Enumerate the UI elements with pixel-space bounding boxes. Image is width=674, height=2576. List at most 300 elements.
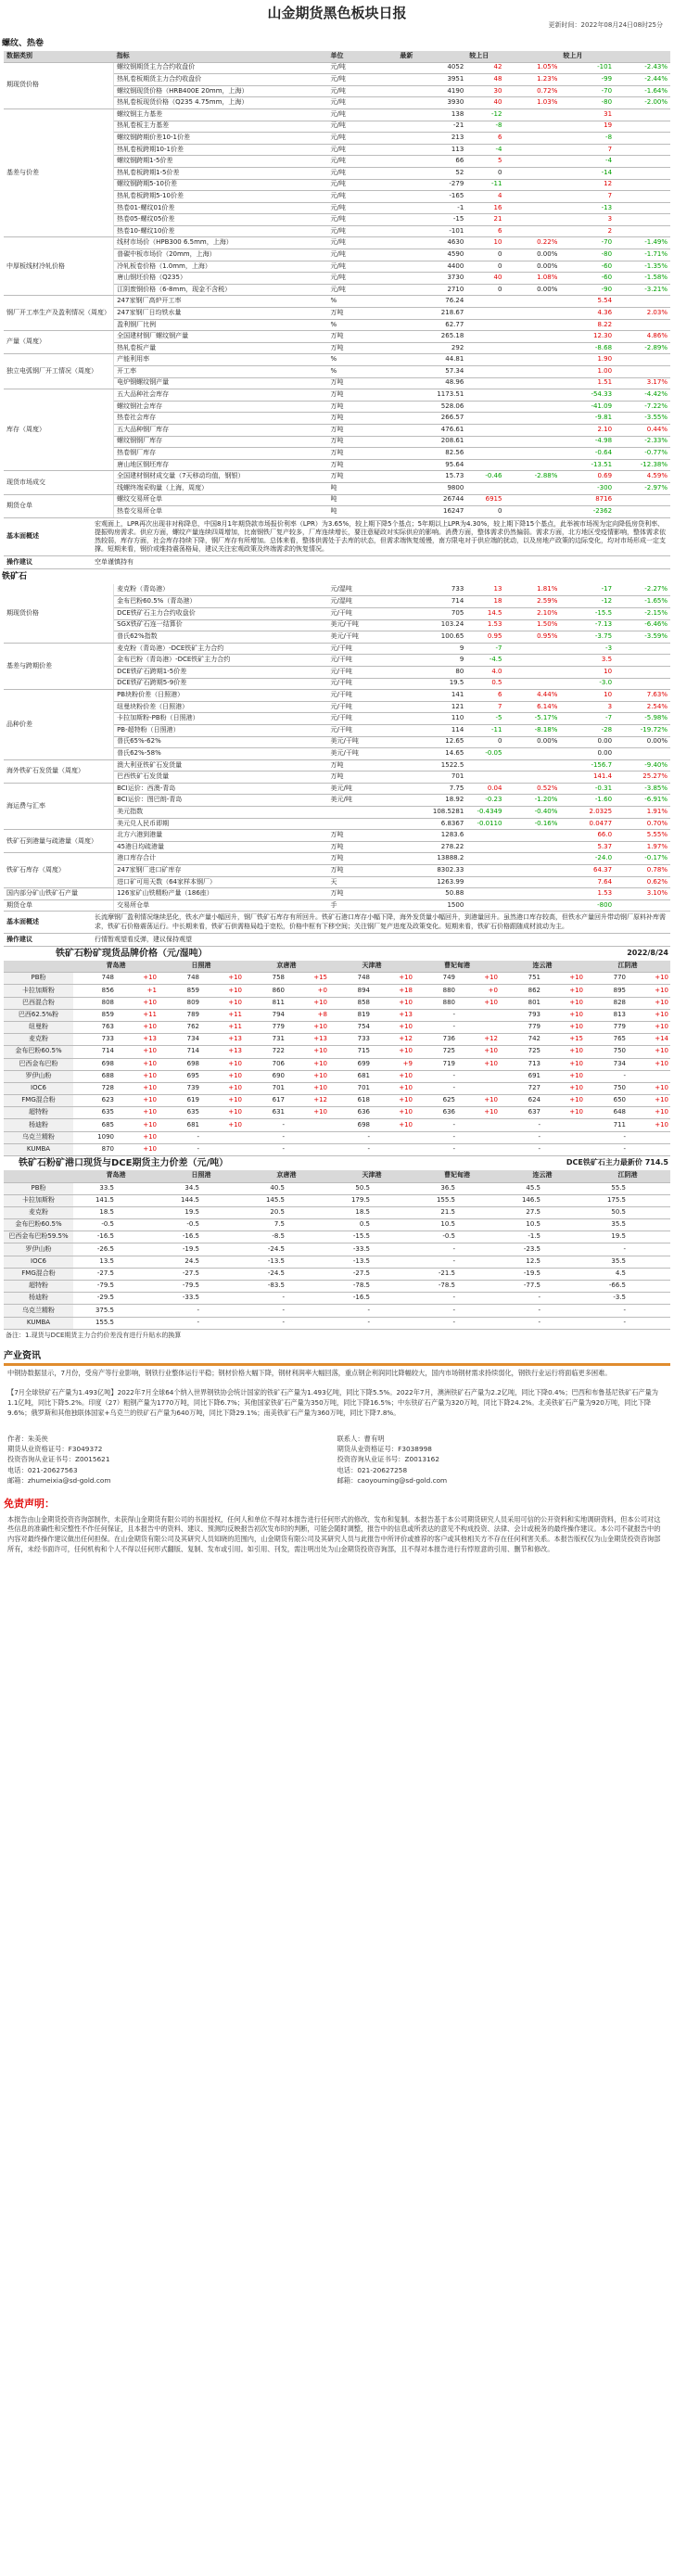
price-change (286, 1182, 329, 1194)
price-change: +10 (372, 1119, 414, 1131)
unit: 元/干吨 (328, 701, 398, 713)
unit: 美元/干吨 (328, 736, 398, 748)
price-value: 751 (500, 973, 542, 985)
category-label: 基差与价差 (4, 108, 114, 237)
day-change: -11 (466, 724, 504, 736)
price-change (372, 1243, 414, 1256)
price-change: +0 (457, 985, 500, 997)
category-label: 中厚板线材冷轧价格 (4, 237, 114, 296)
table-row (4, 973, 670, 985)
latest-value: 16247 (397, 506, 466, 518)
day-change-pct (504, 678, 560, 690)
day-change (466, 759, 504, 772)
price-value: 141.5 (73, 1194, 116, 1206)
price-change (201, 1305, 244, 1317)
month-change: 10 (560, 690, 615, 702)
price-change (372, 1194, 414, 1206)
day-change-pct (504, 377, 560, 389)
price-change: +10 (542, 1070, 585, 1082)
month-change: 31 (560, 108, 615, 121)
price-change (542, 1293, 585, 1305)
table-row (4, 899, 670, 912)
industry-p1: 中钢协数据显示，7月份，受房产等行业影响，钢铁行业整体运行平稳；钢材价格大幅下降，钢材利润率大幅回落，重点钢企利润同比降幅较大，国内市场钢材需求持续弱化，钢铁行业运行将面临更多困难。 (7, 1368, 612, 1377)
price-value: 45.5 (500, 1182, 542, 1194)
unit: 万吨 (328, 888, 398, 900)
price-change (201, 1206, 244, 1218)
latest-value: 3951 (397, 74, 466, 86)
author-left (7, 1434, 337, 1486)
page-title: 山金期货黑色板块日报 (267, 5, 407, 21)
latest-value: 1522.5 (397, 759, 466, 772)
price-value: 706 (244, 1058, 286, 1070)
price-change: +10 (628, 985, 670, 997)
author-line: 联系人：曹有明 (337, 1434, 385, 1443)
price-value: - (159, 1317, 201, 1329)
table-row (4, 1219, 670, 1231)
price-value: - (414, 1009, 457, 1021)
day-change (466, 448, 504, 460)
day-change-pct: -1.20% (504, 795, 560, 807)
latest-value: 1173.51 (397, 389, 466, 402)
month-change-pct (615, 179, 670, 191)
day-change: -0.23 (466, 795, 504, 807)
table-row (4, 888, 670, 900)
price-change: +10 (628, 1021, 670, 1033)
unit: 元/吨 (328, 237, 398, 249)
day-change: 6 (466, 690, 504, 702)
price-change: +10 (628, 1119, 670, 1131)
latest-value: 57.34 (397, 366, 466, 378)
latest-value: 1500 (397, 899, 466, 912)
price-change: +10 (542, 1009, 585, 1021)
latest-value: -15 (397, 214, 466, 226)
month-change: -4 (560, 156, 615, 168)
latest-value: 4630 (397, 237, 466, 249)
price-value: -19.5 (159, 1243, 201, 1256)
latest-value: 138 (397, 108, 466, 121)
price-change (457, 1293, 500, 1305)
price-value: 862 (500, 985, 542, 997)
latest-value: 121 (397, 701, 466, 713)
brand-name: 乌克兰精粉 (4, 1305, 73, 1317)
month-change: 66.0 (560, 830, 615, 842)
price-value: 4.5 (585, 1268, 628, 1280)
brand-name: 麦克粉 (4, 1206, 73, 1218)
brand-name: PB粉 (4, 973, 73, 985)
price-value: 809 (159, 997, 201, 1009)
price-value: 24.5 (159, 1256, 201, 1268)
month-change: -80 (560, 249, 615, 261)
latest-value: 95.64 (397, 459, 466, 471)
unit: 美元/吨 (328, 795, 398, 807)
brand-name: 麦克粉 (4, 1034, 73, 1046)
table-row (4, 62, 670, 74)
day-change: 0 (466, 284, 504, 296)
month-change: 3.5 (560, 655, 615, 667)
price-change: +13 (286, 1034, 329, 1046)
day-change (466, 424, 504, 436)
ore-basis-title (0, 1156, 674, 1170)
unit: 元/干吨 (328, 607, 398, 619)
day-change: -7 (466, 643, 504, 655)
indicator-name: 螺纹钢跨期1-5价差 (114, 156, 328, 168)
price-change (286, 1119, 329, 1131)
day-change (466, 342, 504, 354)
month-change-pct: 0.44% (615, 424, 670, 436)
day-change: 40 (466, 97, 504, 109)
unit: 元/吨 (328, 179, 398, 191)
month-change-pct: 25.27% (615, 772, 670, 784)
month-change: -60 (560, 273, 615, 285)
latest-value: 714 (397, 596, 466, 608)
indicator-name: 金布巴粉（青岛港）-DCE铁矿主力合约 (114, 655, 328, 667)
price-change (457, 1182, 500, 1194)
indicator-name: 卡拉加斯粉-PB粉（日照港） (114, 713, 328, 725)
unit: 元/吨 (328, 133, 398, 145)
day-change: 0.04 (466, 783, 504, 795)
category-label: 期货仓单 (4, 494, 114, 517)
price-value: 36.5 (414, 1182, 457, 1194)
latest-value: 9800 (397, 482, 466, 494)
price-value: 10.5 (414, 1219, 457, 1231)
latest-value: 7.75 (397, 783, 466, 795)
month-change: 7 (560, 144, 615, 156)
day-change-pct (504, 108, 560, 121)
price-value: - (585, 1143, 628, 1155)
price-change (116, 1194, 159, 1206)
unit: 美元/干吨 (328, 631, 398, 644)
day-change: 13 (466, 584, 504, 596)
price-change (457, 1119, 500, 1131)
price-change (542, 1281, 585, 1293)
price-value: -33.5 (159, 1293, 201, 1305)
price-change: +14 (628, 1034, 670, 1046)
price-change (457, 1281, 500, 1293)
price-change: +10 (628, 973, 670, 985)
price-value: 698 (73, 1058, 116, 1070)
unit: 美元/吨 (328, 783, 398, 795)
price-change (457, 1268, 500, 1280)
price-change: +10 (372, 1082, 414, 1094)
unit: 美元/干吨 (328, 619, 398, 631)
unit: 万吨 (328, 389, 398, 402)
price-change (372, 1317, 414, 1329)
dce-latest (566, 1159, 668, 1167)
price-value: -27.5 (159, 1268, 201, 1280)
price-change: +10 (628, 997, 670, 1009)
price-change: +15 (542, 1034, 585, 1046)
day-change: 5 (466, 156, 504, 168)
latest-value: 4400 (397, 261, 466, 273)
indicator-name: 冷轧板卷价格（1.0mm，上海） (114, 261, 328, 273)
indicator-name: 唐山钢坯价格（Q235） (114, 273, 328, 285)
price-value: 691 (500, 1070, 542, 1082)
price-change (372, 1182, 414, 1194)
day-change: 42 (466, 62, 504, 74)
table-row (4, 296, 670, 308)
dce-label: DCE铁矿石主力最新价 (566, 1158, 642, 1167)
latest-value: 9 (397, 643, 466, 655)
price-change (457, 1317, 500, 1329)
category-label: 产量（周度） (4, 331, 114, 354)
price-value: -24.5 (244, 1268, 286, 1280)
price-change: +12 (457, 1034, 500, 1046)
day-change-pct: -8.18% (504, 724, 560, 736)
day-change: -12 (466, 108, 504, 121)
price-change: +10 (628, 1009, 670, 1021)
price-value: 681 (329, 1070, 372, 1082)
latest-value: 292 (397, 342, 466, 354)
price-change: +10 (542, 1021, 585, 1033)
day-change-pct (504, 459, 560, 471)
author-email[interactable]: 邮箱：caoyouming@sd-gold.com (337, 1475, 448, 1485)
indicator-name: 唐山地区钢坯库存 (114, 459, 328, 471)
price-change (201, 1182, 244, 1194)
indicator-name: 热轧卷板主力基差 (114, 121, 328, 133)
table-row (4, 1317, 670, 1329)
unit: % (328, 319, 398, 331)
month-change-pct (615, 121, 670, 133)
summary-text: 宏观面上，LPR再次出现非对称降息，中国8月1年期贷款市场报价利率（LPR）为3.65%，较上期下降5个基点；5年期以上LPR为4.30%，较上期下降15个基点，此举被市场视为定向降低房贷利率、提振购房需求。供应方面，螺纹产量连续四周增加，比南钢铁厂复产较多，厂库连续增长，要注意疑政对实际供应的影响。消费方面，整体需求仍然偏弱。需求方面，北方地区受疫情影响，整体需求依然较弱，库存方面，社会库存持续下降，钢厂库存有所增加。总体来看，整体供需处于去库的状态，但需求端恢复缓慢，南方限电对于供应端的扰动，以及房地产政策的边际变化，均对市场形成一定支撑。短期来看，钢价或维持震荡格局，建议关注宏观政策及终端需求的恢复情况。 (92, 518, 670, 556)
price-change (457, 1243, 500, 1256)
month-change-pct: -2.97% (615, 482, 670, 494)
indicator-name: 线材市场价（HPB300 6.5mm，上海） (114, 237, 328, 249)
latest-value: 100.65 (397, 631, 466, 644)
latest-value: -1 (397, 202, 466, 214)
price-change (628, 1281, 670, 1293)
price-value: -13.5 (244, 1256, 286, 1268)
price-change: +10 (457, 1107, 500, 1119)
price-change: +10 (286, 1058, 329, 1070)
latest-value: 6.8367 (397, 818, 466, 830)
price-value: 742 (500, 1034, 542, 1046)
latest-value: 114 (397, 724, 466, 736)
price-value: 733 (329, 1034, 372, 1046)
price-change (116, 1231, 159, 1243)
price-change: +10 (201, 985, 244, 997)
month-change: -101 (560, 62, 615, 74)
price-change: +10 (372, 1070, 414, 1082)
price-value: - (500, 1119, 542, 1131)
price-change: +11 (201, 1009, 244, 1021)
day-change-pct (504, 296, 560, 308)
table-row (4, 1256, 670, 1268)
latest-value: 13888.2 (397, 853, 466, 865)
price-value: 636 (329, 1107, 372, 1119)
month-change-pct (615, 319, 670, 331)
month-change-pct: 4.59% (615, 471, 670, 483)
month-change-pct: -1.71% (615, 249, 670, 261)
price-value: 19.5 (585, 1231, 628, 1243)
brand-name: 巴西金布巴粉59.5% (4, 1231, 73, 1243)
day-change (466, 413, 504, 425)
price-change (116, 1268, 159, 1280)
day-change-pct (504, 401, 560, 413)
month-change: 0.00 (560, 748, 615, 760)
price-change: +10 (542, 1082, 585, 1094)
day-change-pct: 0.00% (504, 284, 560, 296)
indicator-name: 普氏65%-62% (114, 736, 328, 748)
price-value: 145.5 (244, 1194, 286, 1206)
price-value: -16.5 (329, 1293, 372, 1305)
price-change: +10 (286, 1046, 329, 1058)
port-header: 京唐港 (244, 1170, 329, 1182)
price-change (201, 1143, 244, 1155)
day-change: -0.46 (466, 471, 504, 483)
rebar-table (4, 51, 670, 518)
indicator-name: 港口库存合计 (114, 853, 328, 865)
month-change-pct: -3.59% (615, 631, 670, 644)
price-value: 880 (414, 997, 457, 1009)
month-change: 141.4 (560, 772, 615, 784)
price-value: -19.5 (500, 1268, 542, 1280)
price-value: 856 (73, 985, 116, 997)
indicator-name: 普氏62%指数 (114, 631, 328, 644)
category-label: 海运费与汇率 (4, 783, 114, 829)
author-line: 期货从业资格证号：F3038998 (337, 1445, 432, 1454)
indicator-name: 盈利钢厂比例 (114, 319, 328, 331)
day-change-pct: 1.81% (504, 584, 560, 596)
brand-name: 杨迪粉 (4, 1119, 73, 1131)
price-value: 617 (244, 1095, 286, 1107)
day-change-pct: -2.88% (504, 471, 560, 483)
ore-price-date: 2022/8/24 (627, 948, 668, 957)
price-value: 731 (244, 1034, 286, 1046)
brand-name: KUMBA (4, 1143, 73, 1155)
indicator-name: 电炉钢螺纹钢产量 (114, 377, 328, 389)
day-change-pct (504, 666, 560, 678)
price-value: 860 (244, 985, 286, 997)
day-change (466, 459, 504, 471)
price-change (286, 1206, 329, 1218)
day-change-pct: 0.00% (504, 249, 560, 261)
indicator-name: 螺纹钢社会库存 (114, 401, 328, 413)
month-change: -28 (560, 724, 615, 736)
indicator-name: 热卷10-螺纹10价差 (114, 225, 328, 237)
price-change: +10 (372, 973, 414, 985)
price-change: +18 (372, 985, 414, 997)
day-change-pct: 2.10% (504, 607, 560, 619)
day-change (466, 319, 504, 331)
price-value: -24.5 (244, 1243, 286, 1256)
price-change: +8 (286, 1009, 329, 1021)
day-change (466, 772, 504, 784)
indicator-name: 产能利用率 (114, 354, 328, 366)
indicator-name: 普氏62%-58% (114, 748, 328, 760)
month-change: 10 (560, 666, 615, 678)
price-value: 698 (159, 1058, 201, 1070)
month-change-pct: -1.58% (615, 273, 670, 285)
day-change (466, 482, 504, 494)
advice-text: 空单谨慎持有 (92, 556, 670, 569)
author-email[interactable]: 邮箱：zhumeixia@sd-gold.com (7, 1475, 111, 1485)
day-change-pct (504, 319, 560, 331)
unit: 元/吨 (328, 108, 398, 121)
advice-text: 行情暂观望看反弹，建议保持观望 (92, 933, 670, 946)
day-change-pct: 0.00% (504, 261, 560, 273)
unit: 元/干吨 (328, 666, 398, 678)
indicator-name: 热卷社会库存 (114, 413, 328, 425)
price-value: - (414, 1082, 457, 1094)
indicator-name: 247家钢厂高炉开工率 (114, 296, 328, 308)
day-change: -5 (466, 713, 504, 725)
table-row (4, 1194, 670, 1206)
day-change (466, 841, 504, 853)
latest-value: -279 (397, 179, 466, 191)
table-row (4, 1107, 670, 1119)
unit: 万吨 (328, 448, 398, 460)
price-value: -0.5 (159, 1219, 201, 1231)
day-change: -4 (466, 144, 504, 156)
unit: 元/湿吨 (328, 584, 398, 596)
price-change: +10 (201, 1119, 244, 1131)
day-change: 21 (466, 214, 504, 226)
author-line: 作者：朱美侠 (7, 1434, 48, 1443)
day-change-pct (504, 506, 560, 518)
day-change: 1.53 (466, 619, 504, 631)
brand-name: 乌克兰精粉 (4, 1131, 73, 1143)
price-value: 179.5 (329, 1194, 372, 1206)
price-value: 635 (73, 1107, 116, 1119)
month-change-pct: 4.86% (615, 331, 670, 343)
price-value: 690 (244, 1070, 286, 1082)
price-value: - (414, 1243, 457, 1256)
brand-name: 金布巴粉60.5% (4, 1219, 73, 1231)
price-value: -78.5 (414, 1281, 457, 1293)
day-change: 0 (466, 167, 504, 179)
price-value: 701 (329, 1082, 372, 1094)
table-header (4, 51, 670, 62)
unit: 吨 (328, 482, 398, 494)
indicator-name: 纽曼块粉价差（日照港） (114, 701, 328, 713)
price-change: +11 (116, 1009, 159, 1021)
month-change: 1.53 (560, 888, 615, 900)
price-change: +13 (372, 1009, 414, 1021)
indicator-name: 螺纹钢现货价格（HRB400E 20mm，上海） (114, 85, 328, 97)
latest-value: 66 (397, 156, 466, 168)
latest-value: 4590 (397, 249, 466, 261)
summary-label: 基本面概述 (4, 912, 92, 933)
table-row (4, 1058, 670, 1070)
price-value: 789 (159, 1009, 201, 1021)
latest-value: 80 (397, 666, 466, 678)
month-change-pct: -6.91% (615, 795, 670, 807)
section-title-rebar: 螺纹、热卷 (2, 39, 45, 48)
month-change-pct (615, 655, 670, 667)
table-row (4, 853, 670, 865)
indicator-name: 热卷交易所仓单 (114, 506, 328, 518)
unit: 元/吨 (328, 202, 398, 214)
price-change: +10 (201, 1082, 244, 1094)
day-change (466, 331, 504, 343)
price-change (372, 1293, 414, 1305)
day-change: 18 (466, 596, 504, 608)
price-change (542, 1231, 585, 1243)
indicator-name: 麦克粉（青岛港） (114, 584, 328, 596)
price-value: 765 (585, 1034, 628, 1046)
month-change: -4.98 (560, 436, 615, 448)
latest-value: 44.81 (397, 354, 466, 366)
month-change: 1.51 (560, 377, 615, 389)
indicator-name: 五大品种社会库存 (114, 389, 328, 402)
brand-name: 超特粉 (4, 1281, 73, 1293)
month-change-pct: -2.43% (615, 62, 670, 74)
month-change: -156.7 (560, 759, 615, 772)
price-value: 770 (585, 973, 628, 985)
day-change-pct (504, 494, 560, 506)
month-change-pct: 3.17% (615, 377, 670, 389)
unit: 万吨 (328, 841, 398, 853)
